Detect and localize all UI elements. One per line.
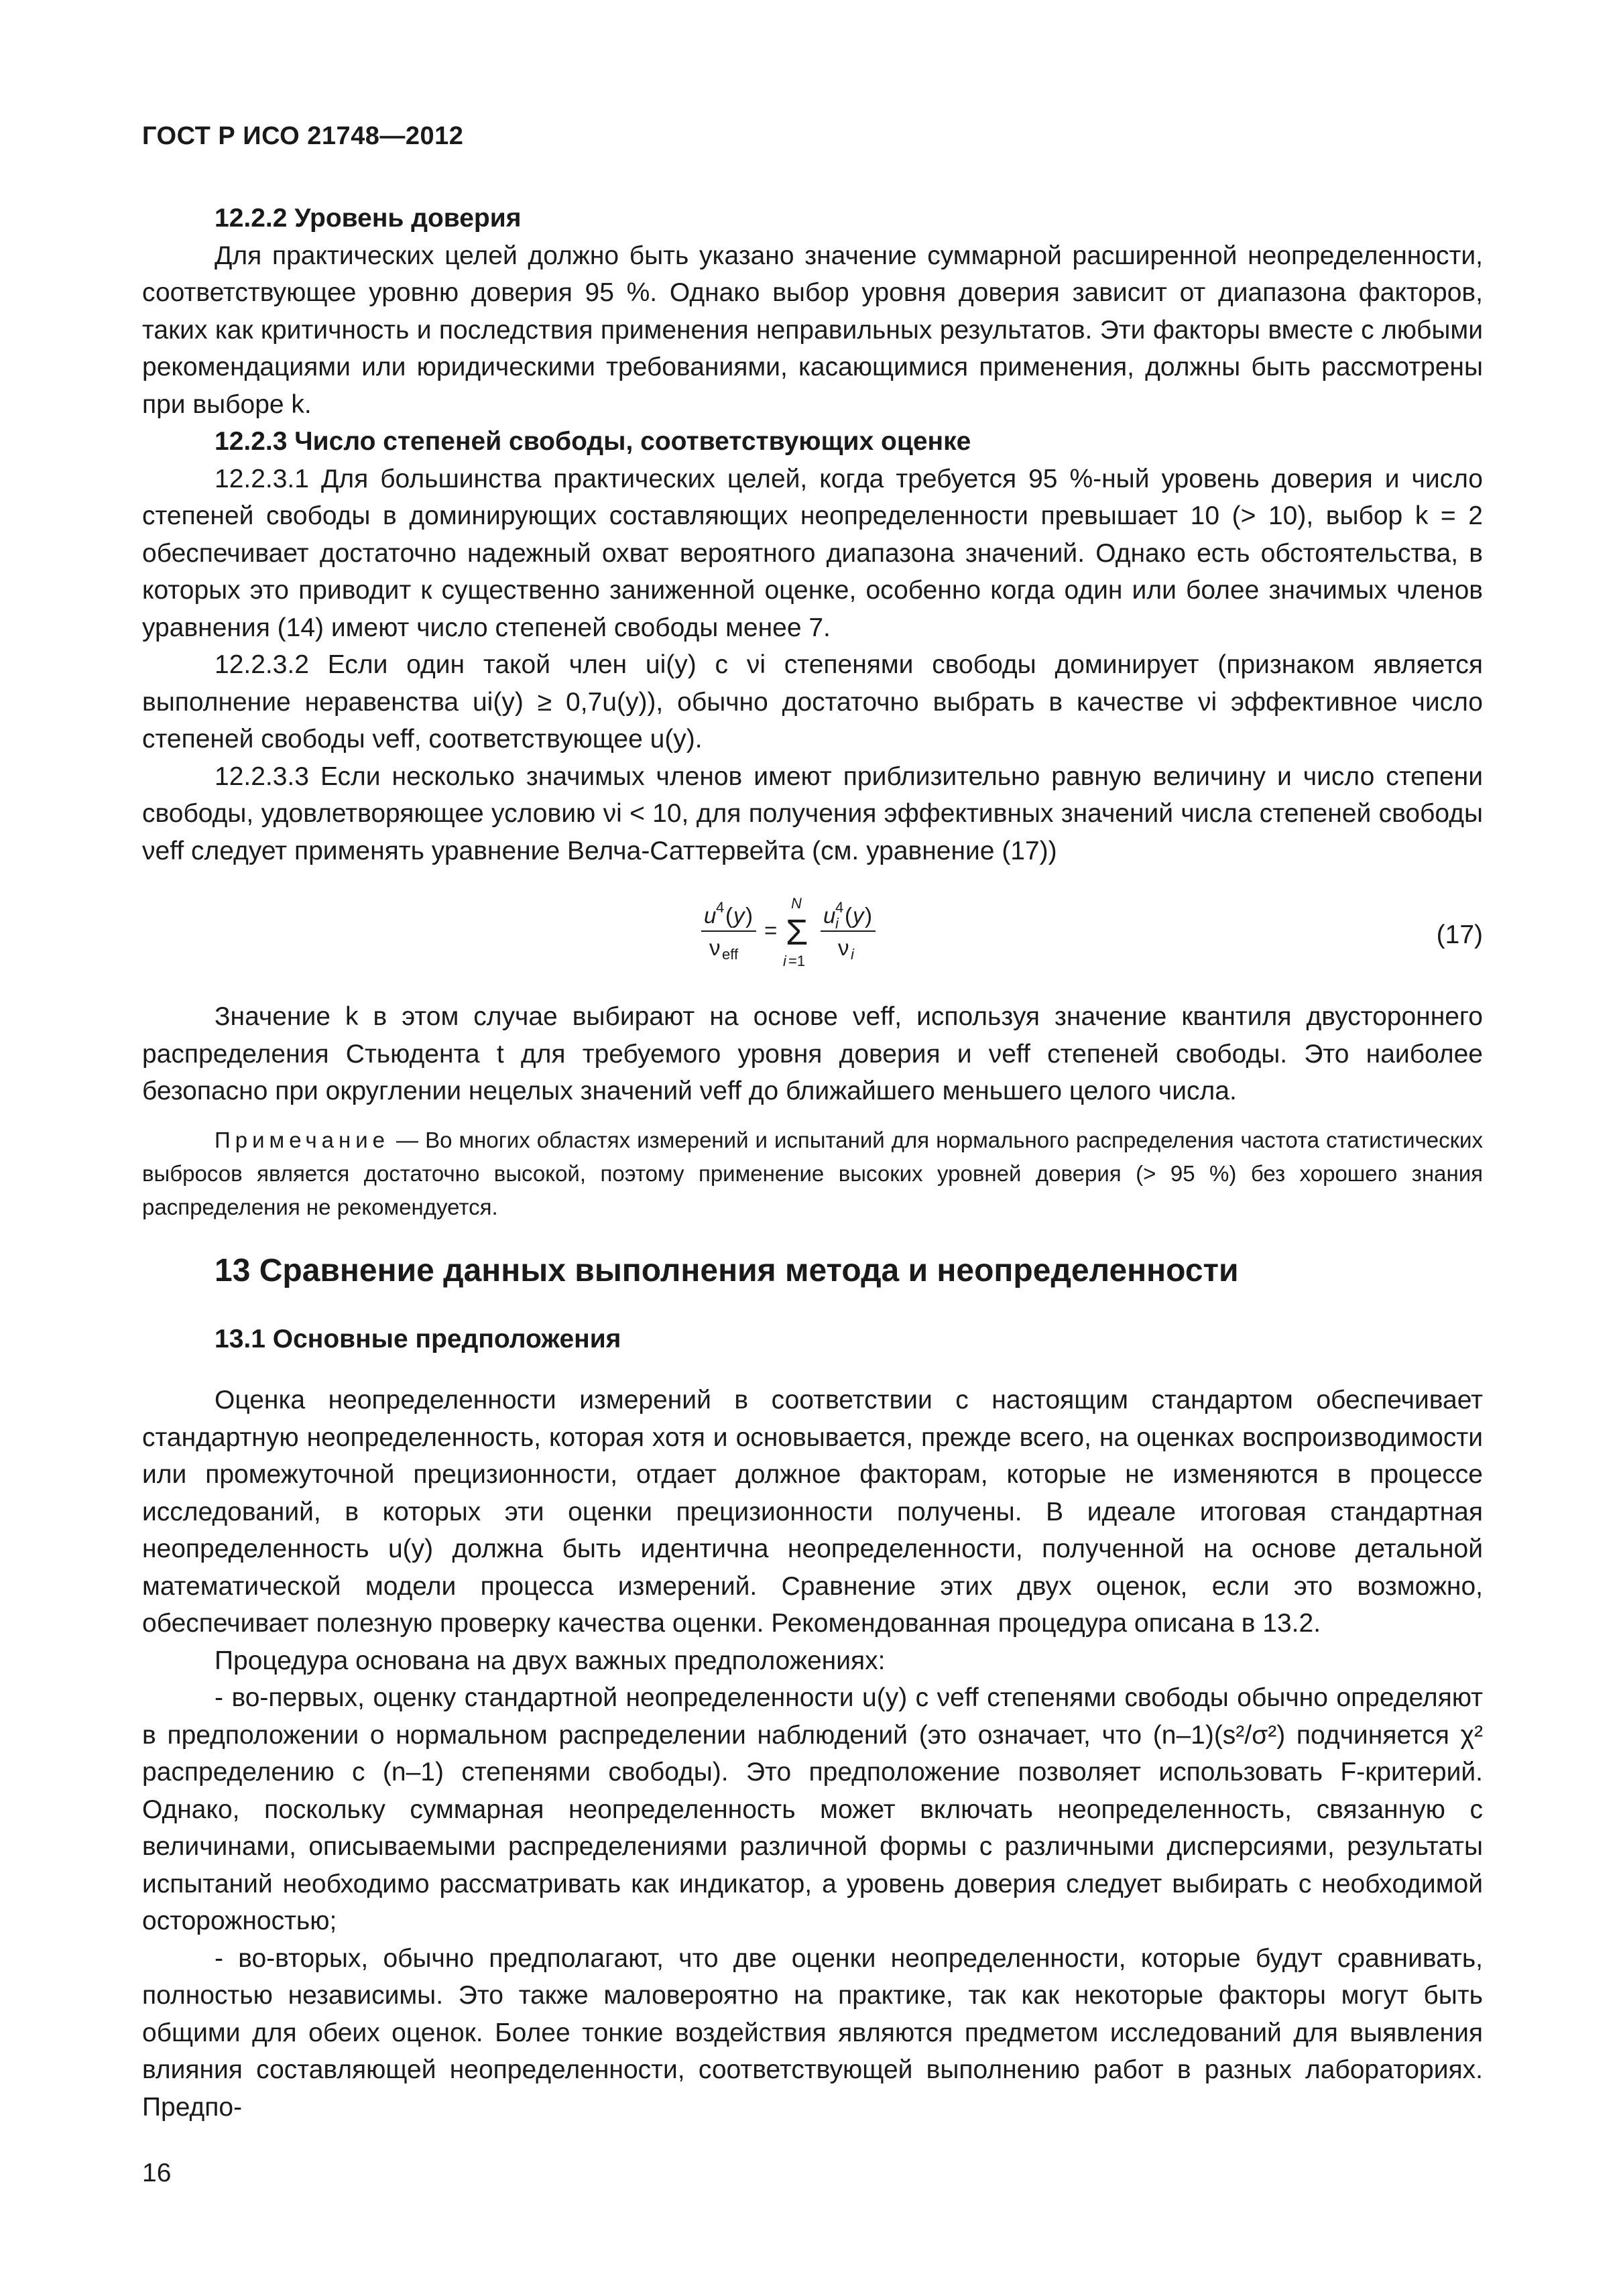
- paragraph-12-2-3-3: 12.2.3.3 Если несколько значимых членов имеют приблизительно равную величину и число степени свободы, удовлетворяющее условию νi < 10, для получения эффективных значений числа степеней свободы νeff следует применять уравнение Велча-Саттервейта (см. уравнение (17)): [142, 762, 1483, 865]
- svg-text:u: u: [704, 903, 717, 928]
- equation-17: [142, 884, 1483, 985]
- svg-text:(: (: [725, 903, 733, 928]
- svg-text:ν: ν: [838, 935, 849, 960]
- page-body: [142, 200, 1483, 2126]
- paragraph-k-selection: Значение k в этом случае выбирают на основе νeff, используя значение квантиля двустороннего распределения Стьюдента t для требуемого уровня доверия и νeff степеней свободы. Это наиболее безопасно при округлении нецелых значений νeff до ближайшего меньшего целого числа.: [142, 1002, 1483, 1105]
- svg-text:i: i: [851, 946, 854, 963]
- svg-text:=: =: [764, 918, 778, 943]
- svg-text:eff: eff: [722, 946, 739, 963]
- standard-header: ГОСТ Р ИСО 21748—2012: [142, 122, 464, 150]
- paragraph-13-1-d: - во-вторых, обычно предполагают, что две оценки неопределенности, которые будут сравнивать, полностью независимы. Это также маловероятно на практике, так как некоторые факторы могут быть общими для обеих оценок. Более тонкие воздействия являются предметом исследований для выявления влияния составляющей неопределенности, соответствующей выполнению работ в разных лабораториях. Предпо-: [142, 1943, 1483, 2122]
- paragraph-13-1-a: Оценка неопределенности измерений в соответствии с настоящим стандартом обеспечивает стандартную неопределенность, которая хотя и основывается, прежде всего, на оценках воспроизводимости или промежуточной прецизионности, отдает должное факторам, которые не изменяются в процессе исследований, в которых эти оценки прецизионности получены. В идеале итоговая стандартная неопределенность u(y) должна быть идентична неопределенности, полученной на основе детальной математической модели процесса измерений. Сравнение этих двух оценок, если это возможно, обеспечивает полезную проверку качества оценки. Рекомендованная процедура описана в 13.2.: [142, 1386, 1483, 1638]
- svg-text:Σ: Σ: [786, 912, 808, 953]
- paragraph-12-2-3-2: 12.2.3.2 Если один такой член ui(y) с νi степенями свободы доминирует (признаком является выполнение неравенства ui(y) ≥ 0,7u(y)), обычно достаточно выбрать в качестве νi эффективное число степеней свободы νeff, соответствующее u(y).: [142, 650, 1483, 753]
- subsection-title-13-1: 13.1 Основные предположения: [215, 1324, 621, 1353]
- page-number: 16: [142, 2159, 172, 2187]
- section-title-13: 13 Сравнение данных выполнения метода и неопределенности: [215, 1252, 1239, 1288]
- svg-text:): ): [745, 903, 753, 928]
- svg-text:y: y: [733, 903, 745, 928]
- note-text: — Во многих областях измерений и испытаний для нормального распределения частота статистических выбросов является достаточно высокой, поэтому применение высоких уровней доверия (> 95 %) без хорошего знания распределения не рекомендуется.: [142, 1127, 1483, 1219]
- svg-text:ν: ν: [709, 935, 721, 960]
- paragraph-13-1-b: Процедура основана на двух важных предположениях:: [215, 1646, 886, 1675]
- subsection-title-12-2-3: 12.2.3 Число степеней свободы, соответствующих оценке: [215, 427, 971, 456]
- svg-text:N: N: [791, 895, 802, 912]
- svg-text:i: i: [835, 915, 839, 932]
- svg-text:4: 4: [835, 899, 844, 916]
- welch-satterthwaite-formula: [685, 884, 913, 985]
- equation-number: (17): [1436, 920, 1483, 949]
- subsection-title-12-2-2: 12.2.2 Уровень доверия: [215, 204, 522, 233]
- svg-text:y: y: [853, 903, 864, 928]
- note: [142, 1124, 1483, 1224]
- note-label: Примечание: [215, 1127, 390, 1152]
- svg-text:u: u: [823, 903, 836, 928]
- paragraph-12-2-2: Для практических целей должно быть указано значение суммарной расширенной неопределенности, соответствующее уровню доверия 95 %. Однако выбор уровня доверия зависит от диапазона факторов, таких как критичность и последствия применения неправильных результатов. Эти факторы вместе с любыми рекомендациями или юридическими требованиями, касающимися применения, должны быть рассмотрены при выборе k.: [142, 241, 1483, 419]
- paragraph-12-2-3-1: 12.2.3.1 Для большинства практических целей, когда требуется 95 %-ный уровень доверия и число степеней свободы в доминирующих составляющих неопределенности превышает 10 (> 10), выбор k = 2 обеспечивает достаточно надежный охват вероятного диапазона значений. Однако есть обстоятельства, в которых это приводит к существенно заниженной оценке, особенно когда один или более значимых членов уравнения (14) имеют число степеней свободы менее 7.: [142, 464, 1483, 642]
- svg-text:): ): [865, 903, 872, 928]
- paragraph-13-1-c: - во-первых, оценку стандартной неопределенности u(y) с νeff степенями свободы обычно определяют в предположении о нормальном распределении наблюдений (это означает, что (n–1)(s²/σ²) подчиняется χ² распределению с (n–1) степенями свободы). Это предположение позволяет использовать F-критерий. Однако, поскольку суммарная неопределенность может включать неопределенность, связанную с величинами, описываемыми распределениями различной формы с различными дисперсиями, результаты испытаний необходимо рассматривать как индикатор, а уровень доверия следует выбирать с необходимой осторожностью;: [142, 1683, 1483, 1935]
- svg-text:4: 4: [716, 899, 725, 916]
- svg-text:(: (: [845, 903, 852, 928]
- svg-text:=1: =1: [788, 953, 806, 969]
- svg-text:i: i: [783, 953, 786, 969]
